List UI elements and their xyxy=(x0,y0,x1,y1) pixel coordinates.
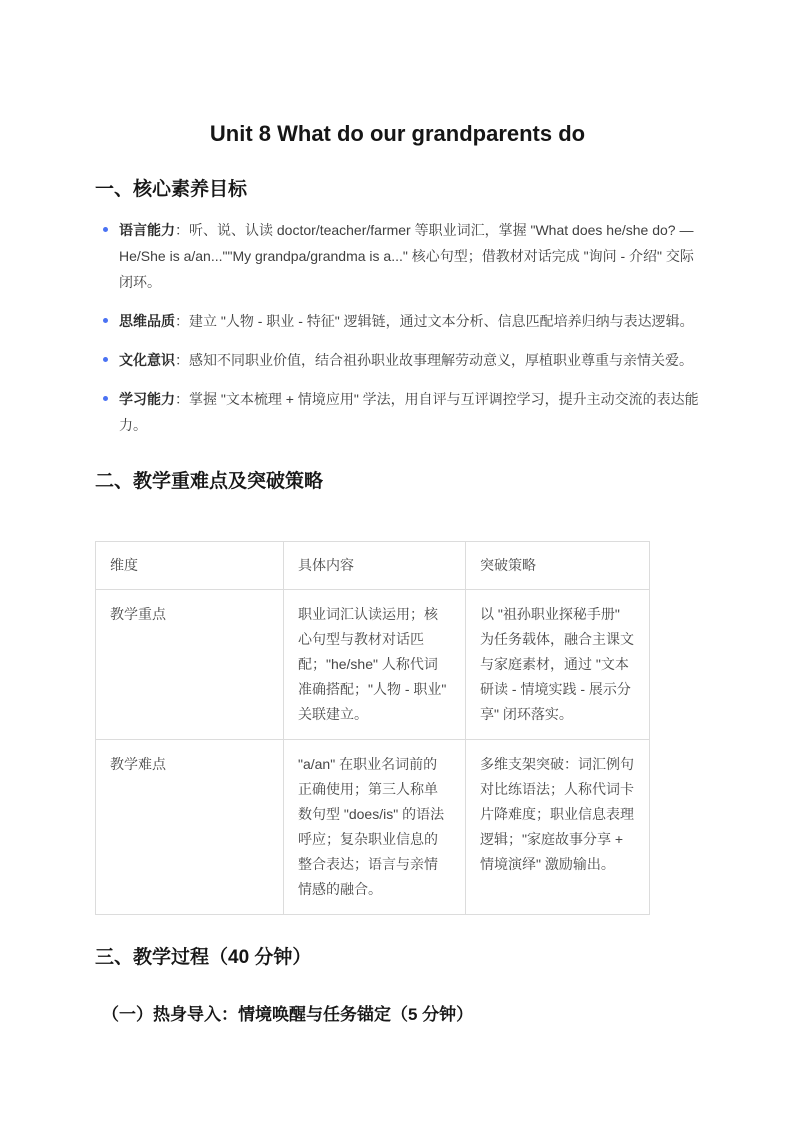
list-item-learning-ability xyxy=(103,386,700,438)
bullet-text: ：掌握 "文本梳理 + 情境应用" 学法，用自评与互评调控学习，提升主动交流的表达能力。 xyxy=(119,391,699,433)
table-header-content: 具体内容 xyxy=(284,542,466,590)
section-heading-teaching-process: 三、教学过程（40 分钟） xyxy=(95,947,312,968)
table-cell-strategy: 多维支架突破：词汇例句对比练语法；人称代词卡片降难度；职业信息表理逻辑；"家庭故事分享 + 情境演绎" 激励输出。 xyxy=(466,740,650,915)
bullet-label: 文化意识 xyxy=(119,352,175,368)
table-header-row xyxy=(96,542,650,590)
list-item-cultural-awareness xyxy=(103,347,700,373)
bullet-label: 思维品质 xyxy=(119,313,175,329)
table-header-strategy: 突破策略 xyxy=(466,542,650,590)
table-cell-content: "a/an" 在职业名词前的正确使用；第三人称单数句型 "does/is" 的语法呼应；复杂职业信息的整合表达；语言与亲情情感的融合。 xyxy=(284,740,466,915)
bullet-dot-icon xyxy=(103,396,108,401)
bullet-text: ：建立 "人物 - 职业 - 特征" 逻辑链，通过文本分析、信息匹配培养归纳与表达逻辑。 xyxy=(175,313,694,329)
bullet-text: ：听、说、认读 doctor/teacher/farmer 等职业词汇，掌握 "What does he/she do? —He/She is a/an...""My grandpa/grandma is a..." 核心句型；借教材对话完成 "询问 - 介绍" 交际闭环。 xyxy=(119,222,694,290)
table-row xyxy=(96,590,650,740)
table-cell-strategy: 以 "祖孙职业探秘手册" 为任务载体，融合主课文与家庭素材，通过 "文本研读 - 情境实践 - 展示分享" 闭环落实。 xyxy=(466,590,650,740)
table-cell-content: 职业词汇认读运用；核心句型与教材对话匹配；"he/she" 人称代词准确搭配；"人物 - 职业" 关联建立。 xyxy=(284,590,466,740)
table-header-dimension: 维度 xyxy=(96,542,284,590)
core-goals-list xyxy=(95,217,700,438)
table-cell-dimension: 教学难点 xyxy=(96,740,284,915)
table-row xyxy=(96,740,650,915)
bullet-label: 语言能力 xyxy=(119,222,175,238)
section-heading-key-difficulties: 二、教学重难点及突破策略 xyxy=(95,471,324,492)
key-difficulties-table xyxy=(95,541,650,915)
bullet-label: 学习能力 xyxy=(119,391,175,407)
bullet-dot-icon xyxy=(103,357,108,362)
subsection-heading-warmup: （一）热身导入：情境唤醒与任务锚定（5 分钟） xyxy=(102,1005,474,1024)
bullet-text: ：感知不同职业价值，结合祖孙职业故事理解劳动意义，厚植职业尊重与亲情关爱。 xyxy=(175,352,693,368)
section-heading-core-goals: 一、核心素养目标 xyxy=(95,179,248,200)
table-cell-dimension: 教学重点 xyxy=(96,590,284,740)
list-item-thinking-quality xyxy=(103,308,700,334)
page-title: Unit 8 What do our grandparents do xyxy=(209,121,586,146)
bullet-dot-icon xyxy=(103,227,108,232)
list-item-language-ability xyxy=(103,217,700,295)
bullet-dot-icon xyxy=(103,318,108,323)
